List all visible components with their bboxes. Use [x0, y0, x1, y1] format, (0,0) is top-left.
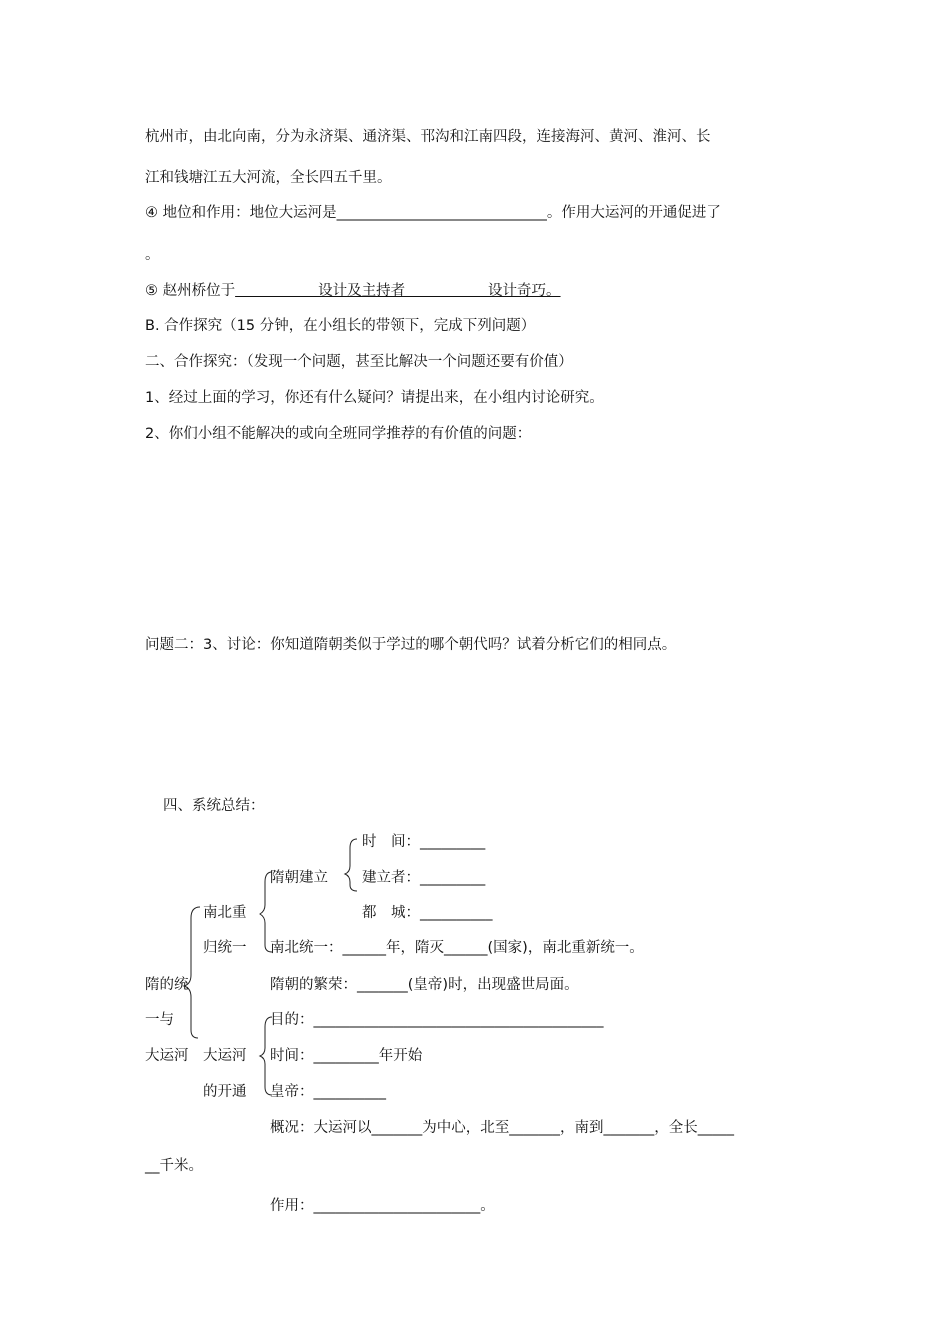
- canal-description-line2: 江和钱塘江五大河流，全长四五千里。: [145, 170, 392, 186]
- item-5-blanks: 设计及主持者 设计奇巧。: [235, 283, 561, 299]
- summary-sui-founding: 隋朝建立: [270, 870, 328, 886]
- summary-overview: 概况：大运河以_______为中心，北至_______，南到_______，全长_____: [270, 1120, 734, 1136]
- summary-root-line2: 一与: [145, 1012, 174, 1028]
- question-3: 问题二：3、讨论：你知道隋朝类似于学过的哪个朝代吗？试着分析它们的相同点。: [145, 637, 677, 653]
- summary-capital: 都 城：__________: [362, 905, 493, 921]
- summary-emperor: 皇帝：__________: [270, 1084, 386, 1100]
- summary-branch2-line2: 的开通: [203, 1084, 247, 1100]
- item-5-label: ⑤ 赵州桥位于: [145, 283, 236, 299]
- brace-founding: [345, 839, 357, 891]
- summary-founder: 建立者：_________: [362, 870, 486, 886]
- item-5-zhaozhou-bridge: [145, 281, 561, 301]
- summary-root-line3: 大运河: [145, 1048, 189, 1064]
- section-2-heading: 二、合作探究：（发现一个问题，甚至比解决一个问题还要有价值）: [145, 354, 573, 370]
- summary-branch2-line1: 大运河: [203, 1048, 247, 1064]
- summary-time: 时 间：_________: [362, 834, 486, 850]
- summary-canal-time: 时间：_________年开始: [270, 1048, 423, 1064]
- summary-branch1-line1: 南北重: [203, 905, 247, 921]
- summary-root-line1: 隋的统: [145, 977, 189, 993]
- canal-description-line1: 杭州市，由北向南，分为永济渠、通济渠、邗沟和江南四段，连接海河、黄河、淮河、长: [145, 129, 711, 145]
- item-4-status-and-role: ④ 地位和作用：地位大运河是_____________________________。作用大运河的开通促进了: [145, 205, 721, 221]
- summary-purpose: 目的：________________________________________: [270, 1012, 604, 1028]
- question-1: 1、经过上面的学习，你还有什么疑问？请提出来，在小组内讨论研究。: [145, 390, 604, 406]
- brace-root: [184, 907, 200, 1038]
- summary-effect: 作用：_______________________。: [270, 1198, 495, 1214]
- item-4-end: 。: [145, 247, 160, 263]
- section-b-heading: B. 合作探究（15 分钟，在小组长的带领下，完成下列问题）: [145, 318, 536, 334]
- summary-unification: 南北统一：______年，隋灭______(国家)，南北重新统一。: [270, 940, 644, 956]
- summary-prosperity: 隋朝的繁荣：_______(皇帝)时，出现盛世局面。: [270, 977, 579, 993]
- summary-overview-end: __千米。: [145, 1158, 203, 1174]
- section-4-heading: 四、系统总结：: [163, 798, 265, 814]
- summary-branch1-line2: 归统一: [203, 940, 247, 956]
- question-2: 2、你们小组不能解决的或向全班同学推荐的有价值的问题：: [145, 426, 532, 442]
